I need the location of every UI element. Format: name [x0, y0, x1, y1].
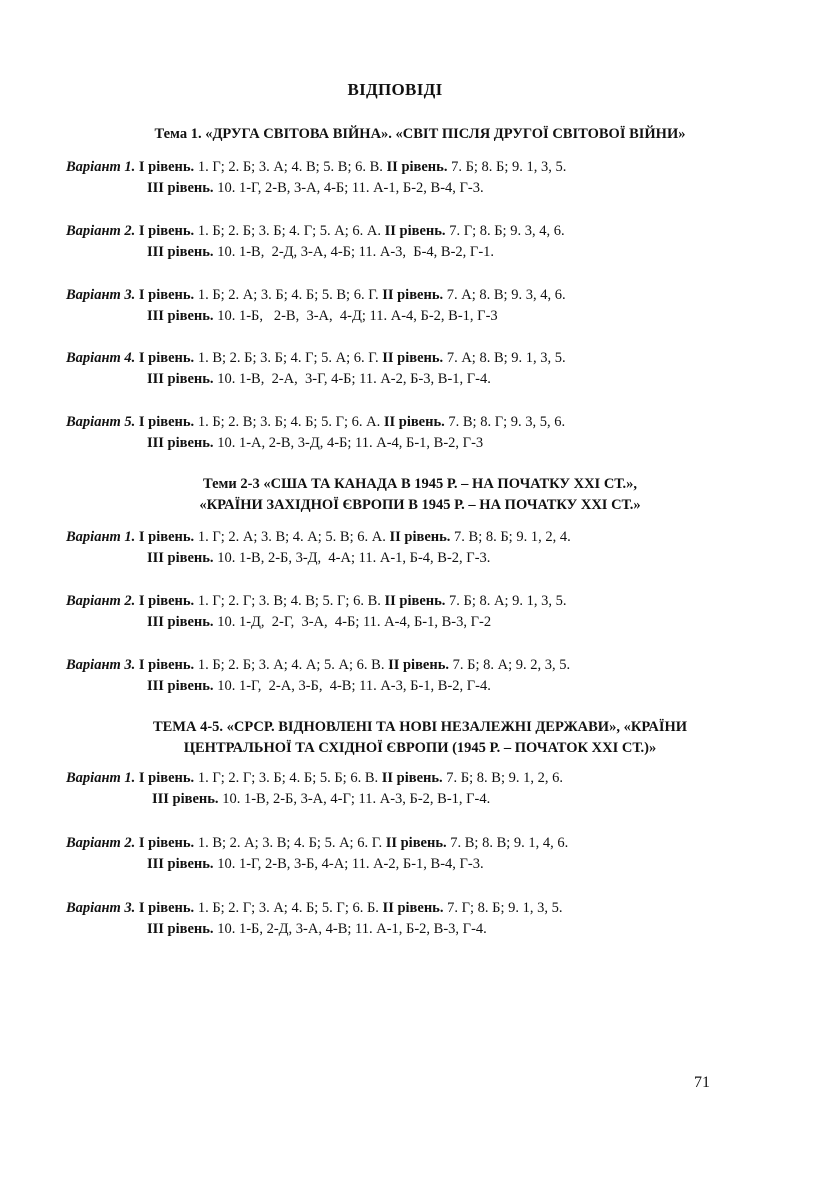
level-label: ІІІ рівень. — [152, 791, 219, 807]
answers-text: 1. Б; 2. А; 3. Б; 4. Б; 5. В; 6. Г. — [194, 287, 383, 303]
level-label: І рівень. — [138, 593, 195, 609]
level-label: ІІІ рівень. — [147, 371, 214, 387]
level-label: ІІІ рівень. — [147, 244, 214, 260]
variant-label: Варіант 1. — [66, 159, 136, 175]
variant-label: Варіант 3. — [66, 287, 136, 303]
variant-block — [66, 348, 746, 390]
level-label: ІІ рівень. — [389, 529, 451, 545]
level-label: ІІІ рівень. — [147, 921, 214, 937]
level-label: ІІ рівень. — [385, 835, 447, 851]
page-title: ВІДПОВІДІ — [347, 80, 443, 99]
level-label: ІІ рівень. — [386, 159, 448, 175]
answers-text: 7. В; 8. В; 9. 1, 4, 6. — [446, 835, 569, 851]
answers-text: 7. Б; 8. А; 9. 1, 3, 5. — [445, 593, 567, 609]
variant-label: Варіант 2. — [66, 835, 136, 851]
variant-label: Варіант 2. — [66, 593, 136, 609]
answers-text: 10. 1-В, 2-Д, 3-А, 4-Б; 11. А-3, Б-4, В-2, Г-1. — [213, 244, 495, 260]
answers-text: 10. 1-Б, 2-В, 3-А, 4-Д; 11. А-4, Б-2, В-1, Г-3 — [213, 308, 498, 324]
variant-block — [66, 527, 746, 569]
answers-text: 1. Г; 2. Г; 3. В; 4. В; 5. Г; 6. В. — [194, 593, 385, 609]
answers-text: 10. 1-Г, 2-В, 3-А, 4-Б; 11. А-1, Б-2, В-4, Г-3. — [213, 180, 484, 196]
answers-text: 10. 1-А, 2-В, 3-Д, 4-Б; 11. А-4, Б-1, В-2, Г-3 — [213, 435, 484, 451]
variant-block — [66, 591, 746, 633]
variant-block — [66, 157, 746, 199]
answers-text: 7. Б; 8. В; 9. 1, 2, 6. — [442, 770, 563, 786]
variant-block — [66, 768, 746, 810]
level-label: І рівень. — [138, 835, 195, 851]
level-label: І рівень. — [138, 350, 195, 366]
answers-text: 10. 1-В, 2-Б, 3-А, 4-Г; 11. А-3, Б-2, В-1, Г-4. — [218, 791, 491, 807]
variant-block — [66, 898, 746, 940]
variant-label: Варіант 5. — [66, 414, 136, 430]
section-heading-2 — [70, 474, 770, 516]
level-label: ІІІ рівень. — [147, 856, 214, 872]
level-label: ІІ рівень. — [382, 287, 444, 303]
level-label: ІІ рівень. — [384, 223, 446, 239]
level-label: ІІ рівень. — [383, 414, 445, 430]
variant-block — [66, 655, 746, 697]
level-label: ІІІ рівень. — [147, 308, 214, 324]
level-label: ІІ рівень. — [382, 900, 444, 916]
answers-text: 7. Б; 8. А; 9. 2, 3, 5. — [449, 657, 571, 673]
section-heading-3 — [70, 717, 770, 759]
answers-text: 1. В; 2. Б; 3. Б; 4. Г; 5. А; 6. Г. — [194, 350, 383, 366]
section-heading-1 — [70, 124, 770, 145]
section-heading-line: Теми 2-3 «США ТА КАНАДА В 1945 Р. – НА ПОЧАТКУ ХХІ СТ.», — [202, 476, 638, 492]
answers-text: 7. Г; 8. Б; 9. 1, 3, 5. — [443, 900, 563, 916]
answers-text: 10. 1-Г, 2-А, 3-Б, 4-В; 11. А-3, Б-1, В-2, Г-4. — [213, 678, 491, 694]
answers-text: 1. Б; 2. Б; 3. А; 4. А; 5. А; 6. В. — [194, 657, 389, 673]
level-label: ІІІ рівень. — [147, 614, 214, 630]
answers-text: 7. А; 8. В; 9. 1, 3, 5. — [443, 350, 566, 366]
answers-text: 7. В; 8. Г; 9. 3, 5, 6. — [444, 414, 566, 430]
answers-text: 10. 1-Д, 2-Г, 3-А, 4-Б; 11. А-4, Б-1, В-3, Г-2 — [213, 614, 492, 630]
variant-block — [66, 221, 746, 263]
answers-text: 1. Г; 2. Г; 3. Б; 4. Б; 5. Б; 6. В. — [194, 770, 382, 786]
page-number: 71 — [694, 1074, 710, 1091]
level-label: ІІ рівень. — [384, 593, 446, 609]
answers-text: 1. Б; 2. Б; 3. Б; 4. Г; 5. А; 6. А. — [194, 223, 385, 239]
variant-label: Варіант 2. — [66, 223, 136, 239]
level-label: І рівень. — [138, 414, 195, 430]
answers-text: 1. В; 2. А; 3. В; 4. Б; 5. А; 6. Г. — [194, 835, 386, 851]
answers-text: 7. Г; 8. Б; 9. 3, 4, 6. — [445, 223, 565, 239]
section-heading-line: Тема 1. «ДРУГА СВІТОВА ВІЙНА». «СВІТ ПІСЛЯ ДРУГОЇ СВІТОВОЇ ВІЙНИ» — [154, 126, 686, 142]
answers-text: 7. Б; 8. Б; 9. 1, 3, 5. — [447, 159, 567, 175]
level-label: ІІІ рівень. — [147, 435, 214, 451]
level-label: ІІІ рівень. — [147, 678, 214, 694]
level-label: ІІІ рівень. — [147, 180, 214, 196]
variant-label: Варіант 3. — [66, 657, 136, 673]
level-label: ІІ рівень. — [381, 770, 443, 786]
variant-label: Варіант 4. — [66, 350, 136, 366]
level-label: ІІ рівень. — [388, 657, 449, 673]
level-label: ІІІ рівень. — [147, 550, 214, 566]
answers-text: 1. Б; 2. В; 3. Б; 4. Б; 5. Г; 6. А. — [194, 414, 384, 430]
level-label: І рівень. — [138, 159, 195, 175]
answers-text: 10. 1-В, 2-Б, 3-Д, 4-А; 11. А-1, Б-4, В-2, Г-3. — [213, 550, 491, 566]
answers-text: 10. 1-Б, 2-Д, 3-А, 4-В; 11. А-1, Б-2, В-3, Г-4. — [213, 921, 487, 937]
level-label: І рівень. — [138, 529, 195, 545]
level-label: І рівень. — [138, 770, 195, 786]
level-label: І рівень. — [138, 223, 195, 239]
answers-text: 7. А; 8. В; 9. 3, 4, 6. — [443, 287, 566, 303]
variant-label: Варіант 1. — [66, 529, 136, 545]
answers-text: 7. В; 8. Б; 9. 1, 2, 4. — [450, 529, 571, 545]
section-heading-line: ТЕМА 4-5. «СРСР. ВІДНОВЛЕНІ ТА НОВІ НЕЗАЛЕЖНІ ДЕРЖАВИ», «КРАЇНИ — [152, 719, 688, 735]
level-label: ІІ рівень. — [382, 350, 444, 366]
variant-block — [66, 412, 746, 454]
section-heading-line: ЦЕНТРАЛЬНОЇ ТА СХІДНОЇ ЄВРОПИ (1945 Р. – ПОЧАТОК ХХІ СТ.)» — [183, 740, 657, 756]
answers-text: 1. Б; 2. Г; 3. А; 4. Б; 5. Г; 6. Б. — [194, 900, 383, 916]
variant-label: Варіант 3. — [66, 900, 136, 916]
level-label: І рівень. — [138, 287, 195, 303]
answers-text: 1. Г; 2. А; 3. В; 4. А; 5. В; 6. А. — [194, 529, 390, 545]
answers-text: 1. Г; 2. Б; 3. А; 4. В; 5. В; 6. В. — [194, 159, 387, 175]
level-label: І рівень. — [138, 900, 195, 916]
section-heading-line: «КРАЇНИ ЗАХІДНОЇ ЄВРОПИ В 1945 Р. – НА ПОЧАТКУ ХХІ СТ.» — [199, 497, 641, 513]
level-label: І рівень. — [138, 657, 195, 673]
answers-text: 10. 1-В, 2-А, 3-Г, 4-Б; 11. А-2, Б-3, В-1, Г-4. — [213, 371, 491, 387]
variant-block — [66, 833, 746, 875]
variant-block — [66, 285, 746, 327]
variant-label: Варіант 1. — [66, 770, 136, 786]
answers-text: 10. 1-Г, 2-В, 3-Б, 4-А; 11. А-2, Б-1, В-4, Г-3. — [213, 856, 484, 872]
